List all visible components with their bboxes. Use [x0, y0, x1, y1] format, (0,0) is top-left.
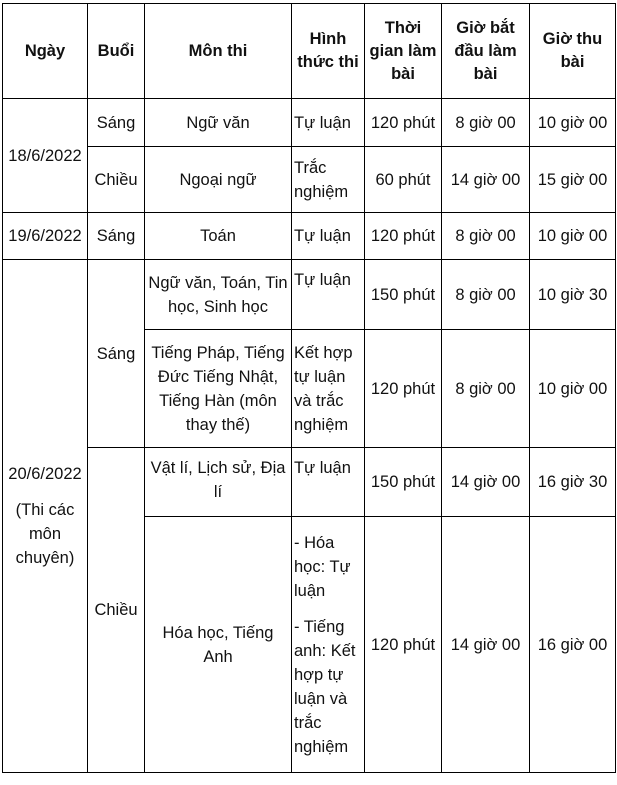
subject-cell: Hóa học, Tiếng Anh: [145, 517, 292, 773]
start-time-cell: 8 giờ 00: [442, 260, 530, 330]
header-start-time: Giờ bắt đầu làm bài: [442, 4, 530, 99]
format-cell: Tự luận: [292, 99, 365, 147]
end-time-cell: 10 giờ 30: [530, 260, 616, 330]
header-format: Hình thức thi: [292, 4, 365, 99]
format-cell: Tự luận: [292, 213, 365, 260]
session-cell: Chiều: [88, 147, 145, 213]
date-cell: 18/6/2022: [3, 99, 88, 213]
format-cell: Tự luận: [292, 448, 365, 517]
table-row: [3, 147, 616, 213]
date-cell: [3, 260, 88, 773]
duration-cell: 150 phút: [365, 448, 442, 517]
format-line-chemistry: - Hóa học: Tự luận: [294, 533, 351, 600]
start-time-cell: 14 giờ 00: [442, 448, 530, 517]
duration-cell: 120 phút: [365, 213, 442, 260]
exam-schedule-table: [2, 3, 616, 773]
start-time-cell: 8 giờ 00: [442, 330, 530, 448]
start-time-cell: 8 giờ 00: [442, 213, 530, 260]
end-time-cell: 15 giờ 00: [530, 147, 616, 213]
table-row: [3, 260, 616, 330]
format-cell: Trắc nghiệm: [292, 147, 365, 213]
session-cell: Sáng: [88, 260, 145, 448]
header-duration: Thời gian làm bài: [365, 4, 442, 99]
duration-cell: 120 phút: [365, 330, 442, 448]
duration-cell: 120 phút: [365, 517, 442, 773]
subject-cell: Tiếng Pháp, Tiếng Đức Tiếng Nhật, Tiếng Hàn (môn thay thế): [145, 330, 292, 448]
duration-cell: 120 phút: [365, 99, 442, 147]
start-time-cell: 8 giờ 00: [442, 99, 530, 147]
subject-cell: Vật lí, Lịch sử, Địa lí: [145, 448, 292, 517]
end-time-cell: 16 giờ 00: [530, 517, 616, 773]
end-time-cell: 16 giờ 30: [530, 448, 616, 517]
session-cell: Chiều: [88, 448, 145, 773]
subject-cell: Ngoại ngữ: [145, 147, 292, 213]
header-end-time: Giờ thu bài: [530, 4, 616, 99]
duration-cell: 150 phút: [365, 260, 442, 330]
header-day: Ngày: [3, 4, 88, 99]
date-cell: 19/6/2022: [3, 213, 88, 260]
date-value: 20/6/2022: [8, 465, 82, 483]
table-row: [3, 213, 616, 260]
end-time-cell: 10 giờ 00: [530, 99, 616, 147]
table-row: [3, 99, 616, 147]
subject-cell: Ngữ văn: [145, 99, 292, 147]
start-time-cell: 14 giờ 00: [442, 147, 530, 213]
header-subject: Môn thi: [145, 4, 292, 99]
table-row: [3, 448, 616, 517]
session-cell: Sáng: [88, 213, 145, 260]
date-note: (Thi các môn chuyên): [15, 501, 75, 567]
start-time-cell: 14 giờ 00: [442, 517, 530, 773]
format-cell: Kết hợp tự luận và trắc nghiệm: [292, 330, 365, 448]
end-time-cell: 10 giờ 00: [530, 330, 616, 448]
header-row: [3, 4, 616, 99]
header-session: Buổi: [88, 4, 145, 99]
end-time-cell: 10 giờ 00: [530, 213, 616, 260]
subject-cell: Toán: [145, 213, 292, 260]
session-cell: Sáng: [88, 99, 145, 147]
subject-cell: Ngữ văn, Toán, Tin học, Sinh học: [145, 260, 292, 330]
format-line-english: - Tiếng anh: Kết hợp tự luận và trắc nghiệm: [294, 617, 356, 756]
duration-cell: 60 phút: [365, 147, 442, 213]
format-cell: [292, 517, 365, 773]
format-cell: Tự luận: [292, 260, 365, 330]
